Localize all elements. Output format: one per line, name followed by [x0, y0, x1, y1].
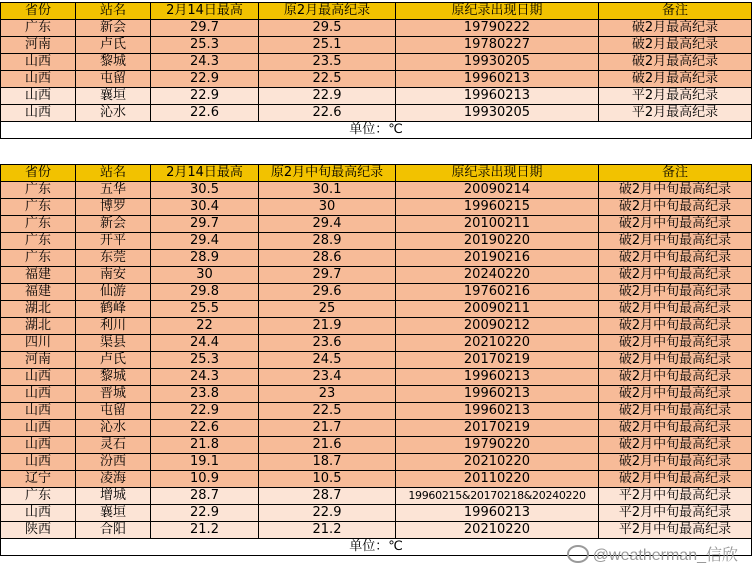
- cell-date: 19790220: [396, 437, 599, 454]
- cell-note: 平2月中旬最高纪录: [599, 488, 752, 505]
- column-header: 原纪录出现日期: [396, 165, 599, 182]
- cell-note: 破2月中旬最高纪录: [599, 437, 752, 454]
- cell-note: 破2月中旬最高纪录: [599, 318, 752, 335]
- cell-province: 山西: [1, 505, 76, 522]
- cell-date: 20210220: [396, 522, 599, 539]
- cell-note: 破2月中旬最高纪录: [599, 301, 752, 318]
- table-row: [1, 37, 752, 54]
- cell-record: 22.5: [259, 403, 396, 420]
- cell-record: 18.7: [259, 454, 396, 471]
- cell-date: 20090211: [396, 301, 599, 318]
- cell-date: 19960213: [396, 386, 599, 403]
- cell-station: 卢氏: [76, 352, 151, 369]
- cell-record: 21.9: [259, 318, 396, 335]
- table-row: [1, 250, 752, 267]
- cell-note: 破2月中旬最高纪录: [599, 369, 752, 386]
- cell-max: 28.7: [151, 488, 259, 505]
- table-row: [1, 352, 752, 369]
- cell-province: 山西: [1, 88, 76, 105]
- cell-date: 19790222: [396, 20, 599, 37]
- cell-province: 广东: [1, 233, 76, 250]
- mid-february-record-table: [0, 164, 752, 556]
- cell-note: 破2月中旬最高纪录: [599, 216, 752, 233]
- cell-max: 25.3: [151, 352, 259, 369]
- cell-date: 19780227: [396, 37, 599, 54]
- cell-note: 破2月中旬最高纪录: [599, 284, 752, 301]
- cell-max: 29.4: [151, 233, 259, 250]
- cell-max: 29.7: [151, 20, 259, 37]
- table-row: [1, 420, 752, 437]
- cell-date: 19960215: [396, 199, 599, 216]
- cell-max: 30.5: [151, 182, 259, 199]
- cell-date: 20110220: [396, 471, 599, 488]
- cell-max: 23.8: [151, 386, 259, 403]
- table-row: [1, 216, 752, 233]
- cell-max: 22.9: [151, 88, 259, 105]
- cell-province: 广东: [1, 182, 76, 199]
- table-row: [1, 233, 752, 250]
- cell-max: 24.4: [151, 335, 259, 352]
- cell-record: 23.6: [259, 335, 396, 352]
- cell-record: 23.5: [259, 54, 396, 71]
- unit-row: [1, 122, 752, 139]
- table-row: [1, 505, 752, 522]
- cell-max: 21.2: [151, 522, 259, 539]
- cell-date: 20190216: [396, 250, 599, 267]
- column-header: 站名: [76, 3, 151, 20]
- column-header: 2月14日最高: [151, 165, 259, 182]
- cell-note: 破2月最高纪录: [599, 71, 752, 88]
- column-header: 2月14日最高: [151, 3, 259, 20]
- cell-station: 博罗: [76, 199, 151, 216]
- table-row: [1, 267, 752, 284]
- cell-note: 破2月中旬最高纪录: [599, 403, 752, 420]
- cell-station: 襄垣: [76, 505, 151, 522]
- cell-province: 广东: [1, 199, 76, 216]
- cell-max: 29.8: [151, 284, 259, 301]
- cell-note: 破2月中旬最高纪录: [599, 420, 752, 437]
- cell-record: 23.4: [259, 369, 396, 386]
- unit-label: 单位：℃: [1, 539, 752, 556]
- column-header: 原纪录出现日期: [396, 3, 599, 20]
- table-row: [1, 54, 752, 71]
- cell-station: 凌海: [76, 471, 151, 488]
- cell-max: 10.9: [151, 471, 259, 488]
- cell-station: 南安: [76, 267, 151, 284]
- cell-date: 19930205: [396, 105, 599, 122]
- table-row: [1, 20, 752, 37]
- column-header: 站名: [76, 165, 151, 182]
- table-row: [1, 369, 752, 386]
- cell-date: 20210220: [396, 454, 599, 471]
- cell-record: 22.9: [259, 505, 396, 522]
- cell-station: 五华: [76, 182, 151, 199]
- table-row: [1, 88, 752, 105]
- cell-max: 25.3: [151, 37, 259, 54]
- cell-date: 20170219: [396, 352, 599, 369]
- cell-station: 仙游: [76, 284, 151, 301]
- watermark-text: @weatherman_信欣: [592, 547, 738, 564]
- table-row: [1, 284, 752, 301]
- cell-date: 19960213: [396, 88, 599, 105]
- cell-record: 22.5: [259, 71, 396, 88]
- header-row: [1, 165, 752, 182]
- table-row: [1, 199, 752, 216]
- column-header: 备注: [599, 3, 752, 20]
- cell-date: 19760216: [396, 284, 599, 301]
- cell-max: 25.5: [151, 301, 259, 318]
- cell-station: 利川: [76, 318, 151, 335]
- table-row: [1, 182, 752, 199]
- cell-date: 19960213: [396, 71, 599, 88]
- table-row: [1, 454, 752, 471]
- cell-station: 鹤峰: [76, 301, 151, 318]
- table-row: [1, 488, 752, 505]
- cell-record: 30: [259, 199, 396, 216]
- cell-note: 破2月最高纪录: [599, 54, 752, 71]
- cell-station: 增城: [76, 488, 151, 505]
- cell-station: 卢氏: [76, 37, 151, 54]
- cell-max: 22.9: [151, 71, 259, 88]
- cell-record: 21.7: [259, 420, 396, 437]
- table-row: [1, 403, 752, 420]
- cell-date: 20240220: [396, 267, 599, 284]
- cell-note: 破2月中旬最高纪录: [599, 182, 752, 199]
- cell-station: 沁水: [76, 105, 151, 122]
- cell-record: 29.7: [259, 267, 396, 284]
- table-row: [1, 71, 752, 88]
- cell-date: 19960215&20170218&20240220: [396, 488, 599, 505]
- cell-province: 河南: [1, 352, 76, 369]
- cell-province: 湖北: [1, 301, 76, 318]
- cell-max: 30: [151, 267, 259, 284]
- cell-max: 30.4: [151, 199, 259, 216]
- table-row: [1, 471, 752, 488]
- column-header: 省份: [1, 3, 76, 20]
- cell-note: 破2月中旬最高纪录: [599, 454, 752, 471]
- column-header: 原2月中旬最高纪录: [259, 165, 396, 182]
- cell-date: 19930205: [396, 54, 599, 71]
- cell-province: 山西: [1, 71, 76, 88]
- table-spacer: [0, 146, 751, 164]
- table-row: [1, 301, 752, 318]
- cell-province: 湖北: [1, 318, 76, 335]
- table-row: [1, 335, 752, 352]
- cell-date: 19960213: [396, 369, 599, 386]
- cell-province: 山西: [1, 369, 76, 386]
- watermark: [567, 542, 738, 565]
- cell-station: 汾西: [76, 454, 151, 471]
- cell-date: 19960213: [396, 403, 599, 420]
- cell-note: 平2月中旬最高纪录: [599, 505, 752, 522]
- cell-province: 广东: [1, 216, 76, 233]
- table-row: [1, 386, 752, 403]
- cell-province: 陕西: [1, 522, 76, 539]
- cell-station: 襄垣: [76, 88, 151, 105]
- cell-max: 22.6: [151, 105, 259, 122]
- cell-record: 21.2: [259, 522, 396, 539]
- cell-max: 22.6: [151, 420, 259, 437]
- cell-record: 25.1: [259, 37, 396, 54]
- table-row: [1, 105, 752, 122]
- cell-max: 19.1: [151, 454, 259, 471]
- cell-station: 灵石: [76, 437, 151, 454]
- cell-station: 新会: [76, 20, 151, 37]
- cell-max: 28.9: [151, 250, 259, 267]
- table-row: [1, 318, 752, 335]
- cell-station: 新会: [76, 216, 151, 233]
- cell-note: 破2月中旬最高纪录: [599, 199, 752, 216]
- cell-date: 19960213: [396, 505, 599, 522]
- cell-max: 22.9: [151, 505, 259, 522]
- cell-record: 21.6: [259, 437, 396, 454]
- cell-note: 破2月中旬最高纪录: [599, 471, 752, 488]
- cell-date: 20100211: [396, 216, 599, 233]
- cell-province: 福建: [1, 267, 76, 284]
- cell-province: 山西: [1, 437, 76, 454]
- cell-station: 渠县: [76, 335, 151, 352]
- cell-note: 破2月中旬最高纪录: [599, 233, 752, 250]
- cell-record: 22.6: [259, 105, 396, 122]
- cell-province: 山西: [1, 54, 76, 71]
- cell-record: 29.5: [259, 20, 396, 37]
- cell-station: 屯留: [76, 71, 151, 88]
- cell-station: 开平: [76, 233, 151, 250]
- cell-record: 28.6: [259, 250, 396, 267]
- cell-station: 屯留: [76, 403, 151, 420]
- cell-note: 破2月中旬最高纪录: [599, 250, 752, 267]
- cell-record: 28.9: [259, 233, 396, 250]
- cell-province: 辽宁: [1, 471, 76, 488]
- cell-max: 24.3: [151, 369, 259, 386]
- cell-note: 破2月中旬最高纪录: [599, 267, 752, 284]
- cell-note: 破2月最高纪录: [599, 37, 752, 54]
- february-record-table: [0, 2, 752, 139]
- cell-record: 29.4: [259, 216, 396, 233]
- cell-record: 30.1: [259, 182, 396, 199]
- cell-max: 21.8: [151, 437, 259, 454]
- cell-date: 20190220: [396, 233, 599, 250]
- cell-province: 山西: [1, 403, 76, 420]
- cell-province: 山西: [1, 105, 76, 122]
- cell-record: 10.5: [259, 471, 396, 488]
- cell-note: 平2月最高纪录: [599, 105, 752, 122]
- cell-province: 河南: [1, 37, 76, 54]
- cell-province: 福建: [1, 284, 76, 301]
- cell-record: 22.9: [259, 88, 396, 105]
- cell-station: 合阳: [76, 522, 151, 539]
- unit-label: 单位：℃: [1, 122, 752, 139]
- cell-date: 20210220: [396, 335, 599, 352]
- column-header: 省份: [1, 165, 76, 182]
- cell-station: 东莞: [76, 250, 151, 267]
- cell-province: 广东: [1, 20, 76, 37]
- cell-province: 山西: [1, 420, 76, 437]
- cell-province: 广东: [1, 250, 76, 267]
- column-header: 原2月最高纪录: [259, 3, 396, 20]
- cell-max: 22: [151, 318, 259, 335]
- cell-note: 平2月中旬最高纪录: [599, 522, 752, 539]
- cell-note: 破2月中旬最高纪录: [599, 335, 752, 352]
- table-row: [1, 437, 752, 454]
- cell-date: 20090214: [396, 182, 599, 199]
- header-row: [1, 3, 752, 20]
- cell-max: 22.9: [151, 403, 259, 420]
- column-header: 备注: [599, 165, 752, 182]
- table-row: [1, 522, 752, 539]
- cell-record: 29.6: [259, 284, 396, 301]
- cell-record: 24.5: [259, 352, 396, 369]
- cell-station: 晋城: [76, 386, 151, 403]
- cell-province: 四川: [1, 335, 76, 352]
- cell-station: 沁水: [76, 420, 151, 437]
- cell-station: 黎城: [76, 369, 151, 386]
- cell-record: 23: [259, 386, 396, 403]
- cell-note: 破2月最高纪录: [599, 20, 752, 37]
- weibo-icon: [567, 545, 589, 563]
- cell-province: 广东: [1, 488, 76, 505]
- cell-max: 29.7: [151, 216, 259, 233]
- cell-record: 25: [259, 301, 396, 318]
- cell-max: 24.3: [151, 54, 259, 71]
- cell-station: 黎城: [76, 54, 151, 71]
- cell-date: 20170219: [396, 420, 599, 437]
- cell-province: 山西: [1, 386, 76, 403]
- cell-note: 破2月中旬最高纪录: [599, 352, 752, 369]
- cell-note: 破2月中旬最高纪录: [599, 386, 752, 403]
- cell-note: 平2月最高纪录: [599, 88, 752, 105]
- cell-record: 28.7: [259, 488, 396, 505]
- cell-date: 20090212: [396, 318, 599, 335]
- cell-province: 山西: [1, 454, 76, 471]
